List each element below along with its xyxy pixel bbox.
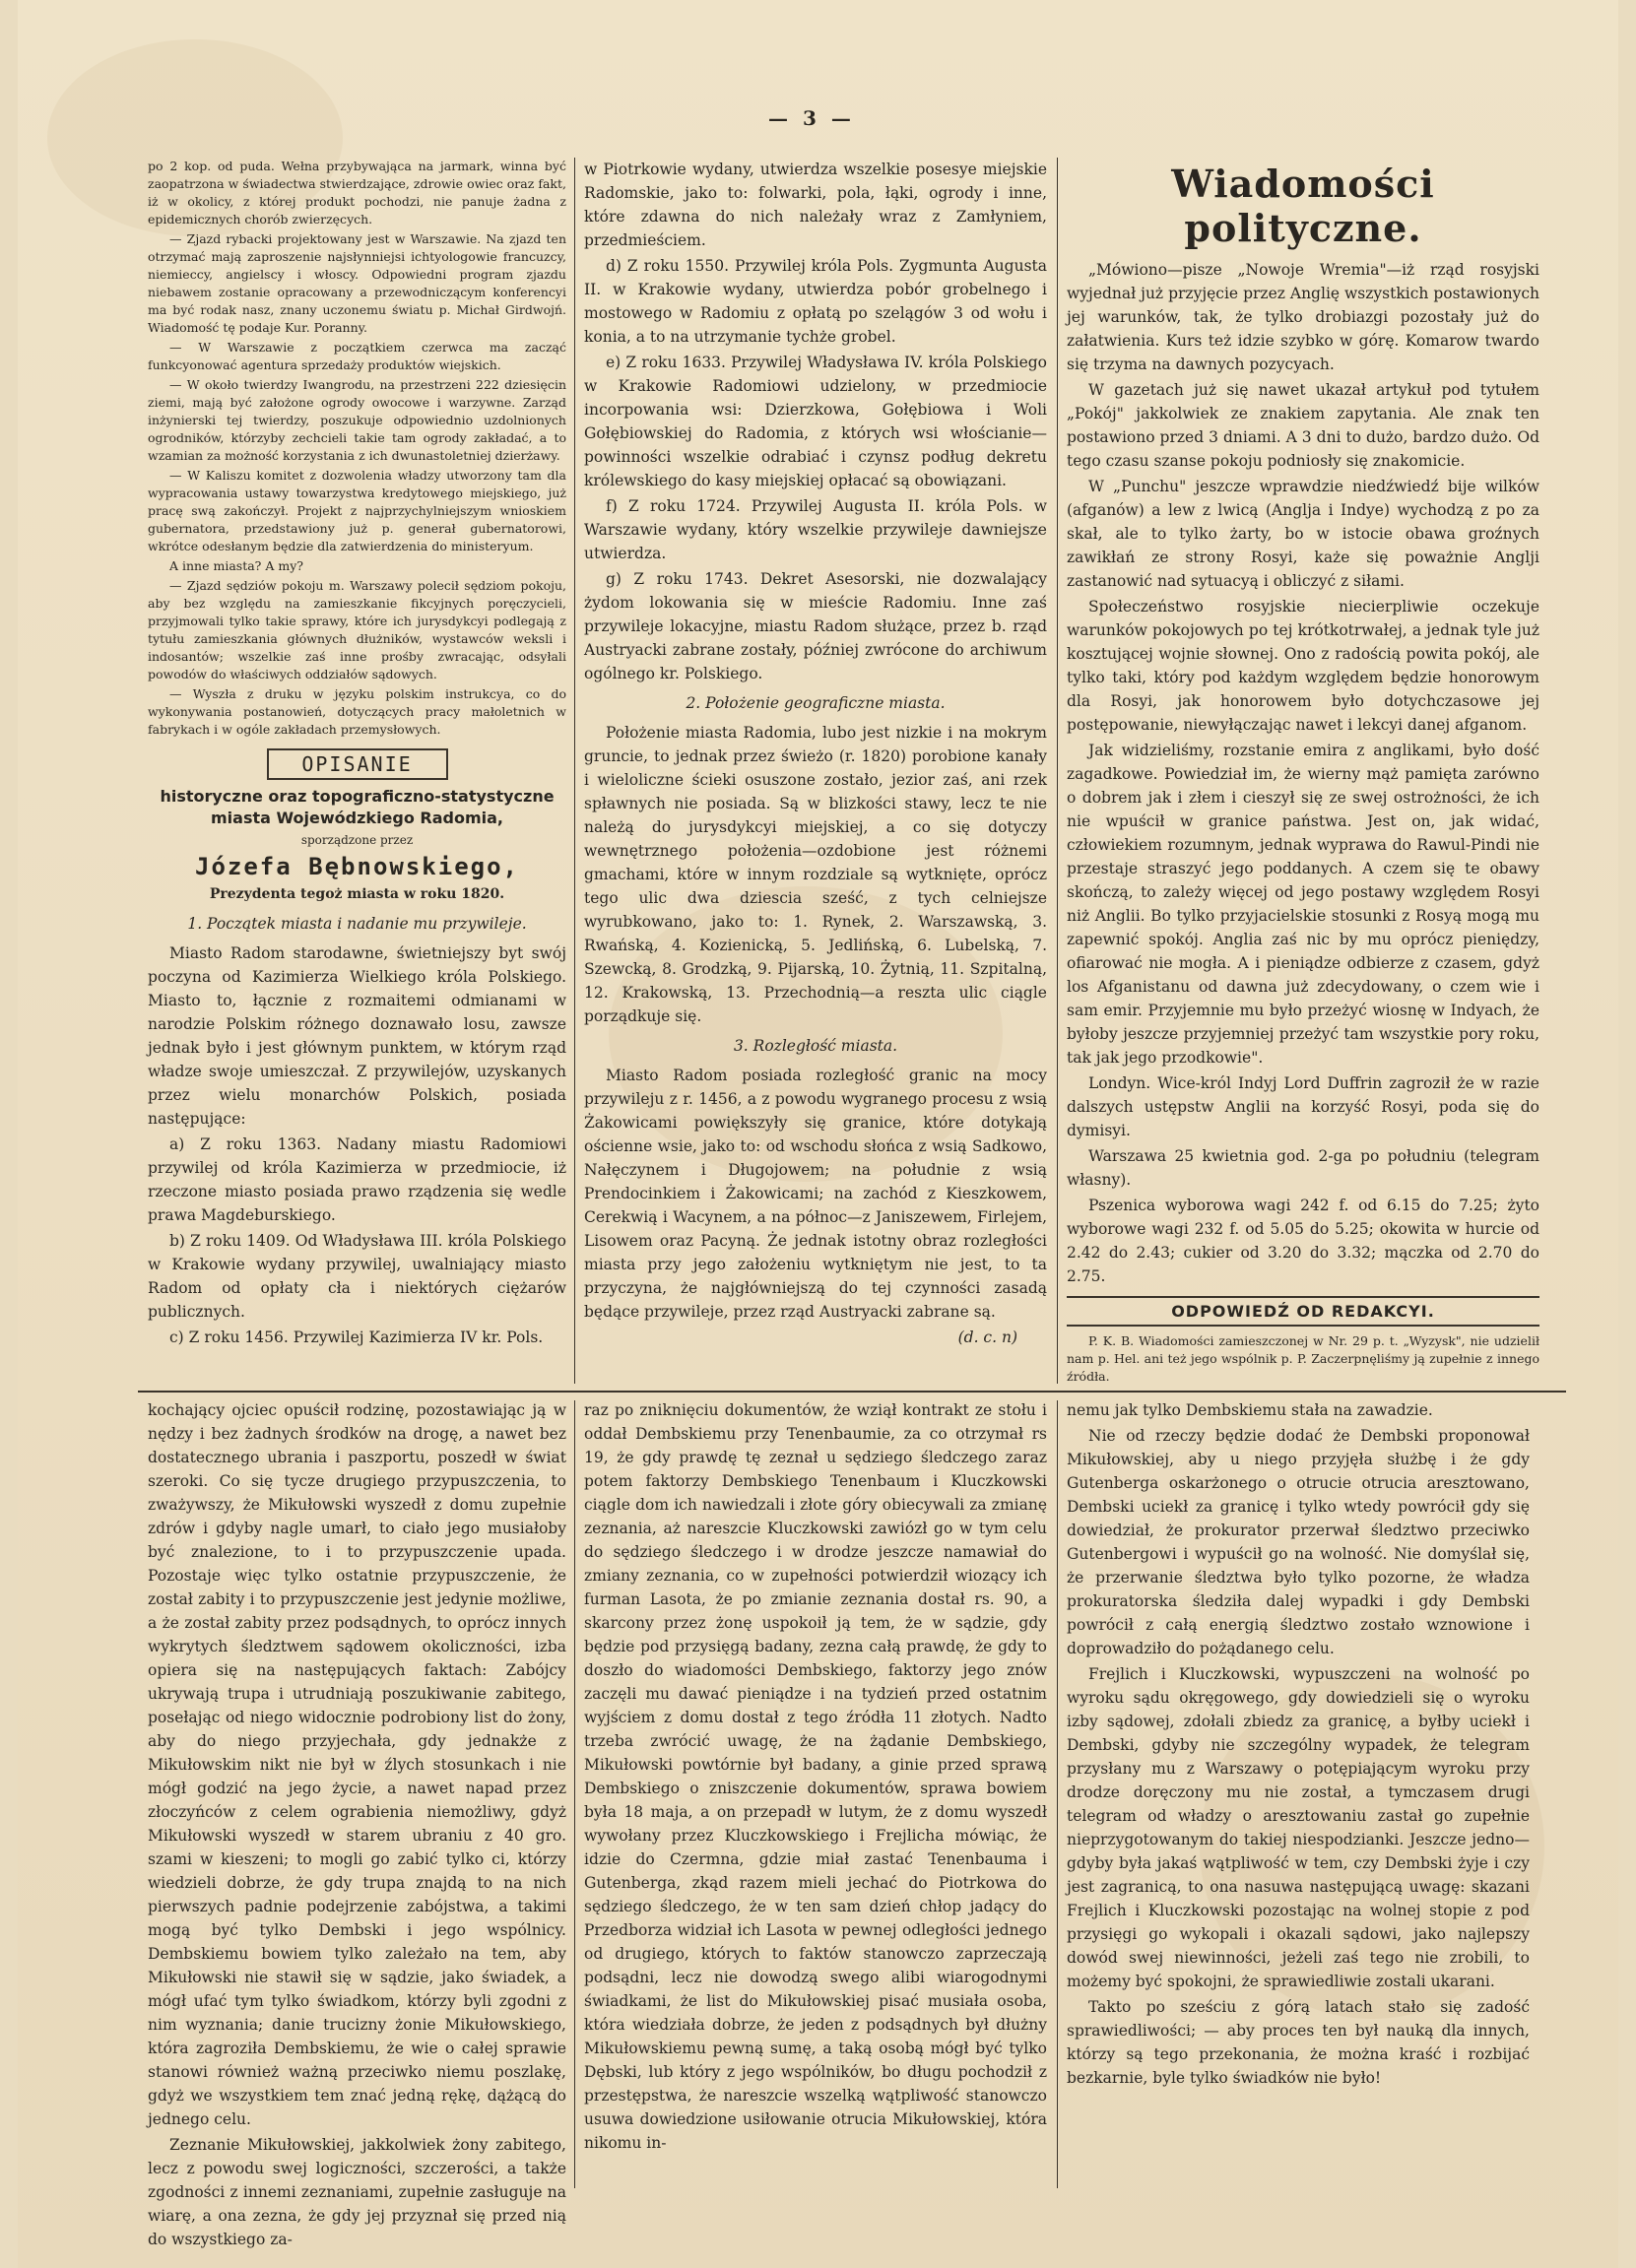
bottom-column-2 xyxy=(584,1398,1047,2186)
section-1-heading: 1. Początek miasta i nadanie mu przywileje. xyxy=(187,915,527,933)
body-paragraph: Pszenica wyborowa wagi 242 f. od 6.15 do 7.25; żyto wyborowe wagi 232 f. od 5.05 do 5.25; okowita w hurcie od 2.42 do 2.43; cukier od 3.20 do 3.32; mączka od 2.70 do 2.75. xyxy=(1067,1197,1539,1285)
column-2 xyxy=(584,158,1047,1384)
body-paragraph: Położenie miasta Radomia, lubo jest nizkie i na mokrym gruncie, to jednak przez świeżo (r. 1820) porobione kanały i wieloliczne ścieki osuszone zostało, jezior zaś, ani rzek spławnych nie posiada. Są w blizkości stawy, lecz te nie należą do jurysdykcyi miejskiej, a co się dotyczy wewnętrznego położenia—ozdobione jest różnemi gmachami, które w innym rozdziale są wytknięte, oprócz tego ulic dwa dziescia sześć, z tych celniejsze wyrubkowano, jako to: 1. Rynek, 2. Warszawską, 3. Rwańską, 4. Kozienicką, 5. Jedlińską, 6. Lubelską, 7. Szewcką, 8. Grodzką, 9. Pijarską, 10. Żytnią, 11. Szpitalną, 12. Krakowską, 13. Przechodnią—a reszta ulic ciągle porządkuje się. xyxy=(584,724,1047,1025)
body-paragraph: Jak widzieliśmy, rozstanie emira z anglikami, było dość zagadkowe. Powiedział im, że wierny mąż pamięta zarówno o dobrem jak i złem i cieszył się ze swej ostrożności, że ich nie wpuścił w granice państwa. Jest on, jak widać, człowiekiem rozumnym, jednak wyprawa do Rawul-Pindi nie przestaje straszyć jego poddanych. A czem się te obawy skończą, to zależy więcej od jego postawy względem Rosyi niż Anglii. Bo tylko przyjacielskie stosunki z Rosyą mogą mu zapewnić spokój. Anglia zaś nic by mu oprócz pieniędzy, ofiarować nie mogła. A i pieniądze odbierze z czasem, gdyż los Afganistanu od dawna już zdecydowany, o czem wie i sam emir. Przyjemnie mu było przeżyć wiosnę w Indyach, że byłoby jeszcze przyjemniej przeżyć tam wszystkie pory roku, tak jak jego przodkowie". xyxy=(1067,742,1539,1067)
body-paragraph: Miasto Radom posiada rozległość granic na mocy przywileju z r. 1456, a z powodu wygranego procesu z wsią Żakowicami powiększyły się granice, które dotykają ościenne wsie, jako to: od wschodu słońca z wsią Sadkowo, Nałęczynem i Długojowem; na południe z wsią Prendocinkiem i Żakowicami; na zachód z Kieszkowem, Cerekwią i Wacynem, a na północ—z Janiszewem, Firlejem, Lisowem oraz Pacyną. Że jednak istotny obraz rozległości miasta przy jego założeniu wytkniętym nie jest, to ta przyczyna, że najgłówniejszą do tej czynności zasadą będące przywileje, przez rząd Austryacki zabrane są. xyxy=(584,1067,1047,1321)
body-paragraph: Takto po sześciu z górą latach stało się zadość sprawiedliwości; — aby proces ten był nauką dla innych, którzy są tego przekonania, że można kraść i rozbijać bezkarnie, byle tylko świadków nie było! xyxy=(1067,1998,1530,2087)
author-title: Prezydenta tegoż miasta w roku 1820. xyxy=(209,886,505,902)
news-brief: — Zjazd sędziów pokoju m. Warszawy polecił sędziom pokoju, aby bez względu na zamieszkanie fikcyjnych poręczycieli, przyjmowali tylko takie sprawy, które ich jurysdykcyi podlegają z tytułu zamieszkania głównych dłużników, wystawców weksli i indosantów; wszelkie zaś inne prośby zwracając, odsyłali powodów do właściwych oddziałów sądowych. xyxy=(148,578,566,681)
page-number: — 3 — xyxy=(768,106,855,130)
column-rule xyxy=(574,158,575,1384)
bottom-column-3 xyxy=(1067,1398,1530,2186)
news-briefs xyxy=(148,158,566,739)
body-paragraph: kochający ojciec opuścił rodzinę, pozostawiając ją w nędzy i bez żadnych środków na drogę, a nawet bez dostatecznego ubrania i paszportu, poszedł w świat szeroki. Co się tycze drugiego przypuszczenia, to zważywszy, że Mikułowski wyszedł z domu zupełnie zdrów i gdyby nagle umarł, to ciało jego musiałoby być znalezione, to i to przypuszczenie upada. Pozostaje więc tylko ostatnie przypuszczenie, że został zabity i to przypuszczenie jest jedynie możliwe, a że został zabity przez podsądnych, to oprócz innych wykrytych śledztwem sądowem okoliczności, izba opiera się na następujących faktach: Zabójcy ukrywają trupa i utrudniają poszukiwanie zabitego, posełając od niego widocznie podrobiony list do żony, aby do niego przyjechała, gdy jednakże z Mikułowskim nikt nie był w źlych stosunkach i nie mógł godzić na jego życie, a nawet napad przez złoczyńców z celem ograbienia niemożliwy, gdyż Mikułowski wyszedł w starem ubraniu z 40 gro. szami w kieszeni; to mogli go zabić tylko ci, którzy wiedzieli dobrze, że gdy trupa znajdą to na nich pierwszych padnie podejrzenie zabójstwa, a takimi mogą być tylko Dembski i jego wspólnicy. Dembskiemu bowiem tylko zależało na tem, aby Mikułowski nie stawił się w sądzie, jako świadek, a mógł ufać tym tylko świadkom, którzy byli zgodni z nim wyznania; danie trucizny żonie Mikułowskiego, która zagroziła Dembskiemu, że wie o całej sprawie stanowi również ważną przeciwko niemu poszlakę, gdyż we wszystkiem tem znać jedną rękę, dążącą do jednego celu. xyxy=(148,1401,566,2128)
news-brief: — Zjazd rybacki projektowany jest w Warszawie. Na zjazd ten otrzymać mają zaproszenie najsłynniejsi ichtyologowie francuzcy, niemieccy, angielscy i włoscy. Odpowiedni program zjazdu niebawem zostanie opracowany a przewodniczącym konferencyi ma być rodak nasz, znany uczonemu światu p. Michał Girdwojń. Wiadomość tę podaje Kur. Poranny. xyxy=(148,231,566,335)
body-paragraph: f) Z roku 1724. Przywilej Augusta II. króla Pols. w Warszawie wydany, który wszelkie przywileje dawniejsze utwierdza. xyxy=(584,497,1047,562)
column-1 xyxy=(148,158,566,1384)
opisanie-heading: OPISANIE xyxy=(267,748,448,780)
body-paragraph: Nie od rzeczy będzie dodać że Dembski proponował Mikułowskiej, aby u niego przyjęła służbę i że gdy Gutenberga oskarżonego o otrucie otrucia aresztowano, Dembski uciekł za granicę i tylko wtedy powrócił gdy się dowiedział, że prokurator przerwał śledztwo przeciwko Gutenbergowi i wypuścił go na wolność. Nie domyślał się, że przerwanie śledztwa było tylko pozorne, że władza prokuratorska śledziła dalej wypadki i gdy Dembski powrócił z całą energią śledztwo zostało wznowione i doprowadziło do pożądanego celu. xyxy=(1067,1427,1530,1657)
body-paragraph: W gazetach już się nawet ukazał artykuł pod tytułem „Pokój" jakkolwiek ze znakiem zapytania. Ale znak ten postawiono przed 3 dniami. A 3 dni to dużo, bardzo dużo. Od tego czasu szanse pokoju podniosły się znakomicie. xyxy=(1067,381,1539,470)
body-paragraph: b) Z roku 1409. Od Władysława III. króla Polskiego w Krakowie wydany przywilej, uwalniający miasto Radom od opłaty cła i niektórych ciężarów publicznych. xyxy=(148,1232,566,1321)
column-rule xyxy=(574,1400,575,2188)
politics-title: Wiadomości polityczne. xyxy=(1171,162,1435,250)
body-paragraph: d) Z roku 1550. Przywilej króla Pols. Zygmunta Augusta II. w Krakowie wydany, utwierdza pobór grobelnego i mostowego w Radomiu z opłatą po szelągów 3 od wołu i konia, a to na utrzymanie tychże grobel. xyxy=(584,257,1047,346)
section-2-heading: 2. Położenie geograficzne miasta. xyxy=(686,694,946,712)
bottom-column-1 xyxy=(148,1398,566,2248)
author-prefix: sporządzone przez xyxy=(300,833,414,847)
body-paragraph: w Piotrkowie wydany, utwierdza wszelkie posesye miejskie Radomskie, jako to: folwarki, pola, łąki, ogrody i inne, które zdawna do nich należały wraz z Zamłyniem, przedmieściem. xyxy=(584,161,1047,249)
body-paragraph: Miasto Radom starodawne, świetniejszy byt swój poczyna od Kazimierza Wielkiego króla Polskiego. Miasto to, łącznie z rozmaitemi odmianami w narodzie Polskim różnego doznawało losu, zawsze jednak było i jest głównym punktem, w którym rząd władze swoje umieszczał. Z przywilejów, uzyskanych przez wielu monarchów Polskich, posiada następujące: xyxy=(148,944,566,1128)
news-brief: A inne miasta? A my? xyxy=(169,558,303,573)
column-rule xyxy=(1057,1400,1058,2188)
body-paragraph: c) Z roku 1456. Przywilej Kazimierza IV kr. Pols. xyxy=(169,1328,544,1346)
body-paragraph: Londyn. Wice-król Indyj Lord Duffrin zagroził że w razie dalszych ustępstw Anglii na korzyść Rosyi, poda się do dymisyi. xyxy=(1067,1074,1539,1139)
body-paragraph: Zeznanie Mikułowskiej, jakkolwiek żony zabitego, lecz z powodu swej logiczności, szczerości, a także zgodności z innemi zeznaniami, zupełnie zasługuje na wiarę, a ona zezna, że gdy jej przyznał się przed nią do wszystkiego za- xyxy=(148,2136,566,2248)
body-paragraph: nemu jak tylko Dembskiemu stała na zawadzie. xyxy=(1067,1401,1433,1419)
body-paragraph: W „Punchu" jeszcze wprawdzie niedźwiedź bije wilków (afganów) a lew z lwicą (Anglja i Indye) wychodzą z po za skał, ale to tylko żarty, bo w istocie obawa groźnych zawikłań ze strony Rosyi, każe się poważnie Anglji zastanowić nad sytuacyą i obliczyć z siłami. xyxy=(1067,478,1539,590)
news-brief: po 2 kop. od puda. Wełna przybywająca na jarmark, winna być zaopatrzona w świadectwa stwierdzające, zdrowie owiec oraz fakt, iż w okolicy, z której produkt pochodzi, nie panuje żadna z epidemicznych chorób zwierzęcych. xyxy=(148,159,566,227)
body-paragraph: a) Z roku 1363. Nadany miastu Radomiowi przywilej od króla Kazimierza w przedmiocie, iż rzeczone miasto posiada prawo rządzenia się wedle prawa Magdeburskiego. xyxy=(148,1135,566,1224)
news-brief: — W około twierdzy Iwangrodu, na przestrzeni 222 dziesięcin ziemi, mają być założone ogrody owocowe i warzywne. Zarząd inżynierski tej twierdzy, poszukuje odpowiednio uzdolnionych ogrodników, którzyby zechcieli takie tam ogrody zakładać, a to wzamian za możność korzystania z ich dwunastoletniej dzierżawy. xyxy=(148,377,566,463)
news-brief: — W Warszawie z początkiem czerwca ma zacząć funkcyonować agentura sprzedaży produktów wiejskich. xyxy=(148,340,566,372)
section-rule xyxy=(138,1391,1566,1393)
body-paragraph: „Mówiono—pisze „Nowoje Wremia"—iż rząd rosyjski wyjednał już przyjęcie przez Anglię wszystkich postawionych jej warunków, tak, że tylko drobiazgi pozostały już do załatwienia. Kurs też idzie szybko w górę. Komarow twardo się trzyma na dawnych pozycyach. xyxy=(1067,261,1539,373)
body-paragraph: e) Z roku 1633. Przywilej Władysława IV. króla Polskiego w Krakowie Radomiowi udzielony, w przedmiocie incorpowania wsi: Dzierzkowa, Gołębiowa i Woli Gołębiowskiej do Radomia, z których wsi włościanie—powinności wszelkie odrabiać i czynsz podług dekretu królewskiego do kasy miejskiej opłacać są obowiązani. xyxy=(584,354,1047,489)
column-3 xyxy=(1067,158,1539,1384)
author-name: Józefa Bębnowskiego, xyxy=(195,853,519,880)
body-paragraph: Warszawa 25 kwietnia god. 2-ga po południu (telegram własny). xyxy=(1067,1147,1539,1189)
column-rule xyxy=(1057,158,1058,1384)
body-paragraph: g) Z roku 1743. Dekret Asesorski, nie dozwalający żydom lokowania się w mieście Radomiu. Inne zaś przywileje lokacyjne, miastu Radom służące, przez b. rząd Austryacki zabrane zostały, później zwrócone do archiwum ogólnego kr. Polskiego. xyxy=(584,570,1047,682)
body-paragraph: raz po zniknięciu dokumentów, że wziął kontrakt ze stołu i oddał Dembskiemu przy Tenenbaumie, za co otrzymał rs 19, że gdy prawdę tę zeznał u sędziego śledczego zaraz potem faktorzy Dembskiego Tenenbaum i Kluczkowski ciągle dom ich nawiedzali i złote góry obiecywali za zmianę zeznania, aż nareszcie Kluczkowski zawiózł go w tym celu do sędziego śledczego i w drodze jeszcze namawiał do zmiany zeznania, co w zupełności potwierdził wiozący ich furman Lasota, że po zmianie zeznania dostał rs. 90, a skarcony przez żonę uspokoił ją tem, że w sądzie, gdy będzie pod przysięgą badany, zezna całą prawdę, że gdy to doszło do wiadomości Dembskiego, faktorzy jego znów zaczęli mu dawać pieniądze i na tydzień przed ostatnim wyjściem z domu dostał z tego źródła 11 złotych. Nadto trzeba zwrócić uwagę, że na żądanie Dembskiego, Mikułowski powtórnie był badany, a ginie przed sprawą Dembskiego o zniszczenie dokumentów, sprawa bowiem była 18 maja, a on przepadł w lutym, że z domu wyszedł wywołany przez Kluczkowskiego i Frejlicha mówiąc, że idzie do Czermna, gdzie miał zastać Tenenbauma i Gutenberga, zkąd razem mieli jechać do Piotrkowa do sędziego śledczego, że w ten sam dzień chłop jadący do Przedborza widział ich Lasota w pewnej odległości jednego od drugiego, których to faktów stanowczo zaprzeczają podsądni, lecz nie dowodzą swego alibi wiarogodnymi świadkami, że list do Mikułowskiej pisać musiała osoba, która wiedziała dobrze, że jeden z podsądnych był dłużny Mikułowskiemu pewną sumę, a taką osobą mógł być tylko Dębski, lub który z jego wspólników, bo długu pochodził z przestępstwa, że nareszcie wszelką wątpliwość stanowczo usuwa dowiedzione usiłowanie otrucia Mikułowskiej, która nikomu in- xyxy=(584,1401,1047,2152)
news-brief: — W Kaliszu komitet z dozwolenia władzy utworzony tam dla wypracowania ustawy towarzystwa kredytowego miejskiego, już pracę swą zakończył. Projekt z najprzychylniejszym wnioskiem gubernatora, przedstawiony już p. generał gubernatorowi, wkrótce odesłanym będzie dla zatwierdzenia do ministeryum. xyxy=(148,468,566,553)
body-paragraph: Frejlich i Kluczkowski, wypuszczeni na wolność po wyroku sądu okręgowego, gdy dowiedzieli się o wyroku izby sądowej, zdołali zbiedz za granicę, a byłby uciekł i Dembski, gdyby nie szczególny wypadek, że telegram przysłany mu z Warszawy o potępiającym wyroku przy drodze doręczony mu nie został, a tymczasem drugi telegram od władzy o aresztowaniu zastał go zupełnie nieprzygotowanym do takiej niespodzianki. Jeszcze jedno—gdyby była jakaś wątpliwość w tem, czy Dembski żyje i czy jest zagranicą, to ona nasuwa następującą uwagę: skazani Frejlich i Kluczkowski pozostając na wolnej stopie z pod przysięgi go wykopali i okazali sądowi, jako najlepszy dowód swej niewinności, jeżeli zaś tego nie zrobili, to możemy być spokojni, że sprawiedliwie zostali ukarani. xyxy=(1067,1665,1530,1990)
section-3-heading: 3. Rozległość miasta. xyxy=(733,1037,898,1055)
body-paragraph: Społeczeństwo rosyjskie niecierpliwie oczekuje warunków pokojowych po tej krótkotrwałej, a jednak tyle już kosztującej wojnie słownej. Ono z radością powita pokój, ale tylko taki, który pod każdym względem będzie honorowym dla Rosyi, jak honorowem było dotychczasowe jej postępowanie, niewyłączając nawet i lekcyi danej afganom. xyxy=(1067,598,1539,734)
editorial-reply-title: ODPOWIEDŹ OD REDAKCYI. xyxy=(1067,1296,1539,1327)
editorial-reply-text: P. K. B. Wiadomości zamieszczonej w Nr. 29 p. t. „Wyzysk", nie udzielił nam p. Hel. ani też jego wspólnik p. P. Zaczerpnęliśmy ją zupełnie z innego źródła. xyxy=(1067,1333,1539,1384)
news-brief: — Wyszła z druku w języku polskim instrukcya, co do wykonywania postanowień, dotyczących pracy małoletnich w fabrykach i w ogóle zakładach przemysłowych. xyxy=(148,686,566,737)
opisanie-subtitle: historyczne oraz topograficzno-statystyczne miasta Wojewódzkiego Radomia, xyxy=(160,787,555,827)
continuation-note: (d. c. n) xyxy=(957,1328,1017,1346)
